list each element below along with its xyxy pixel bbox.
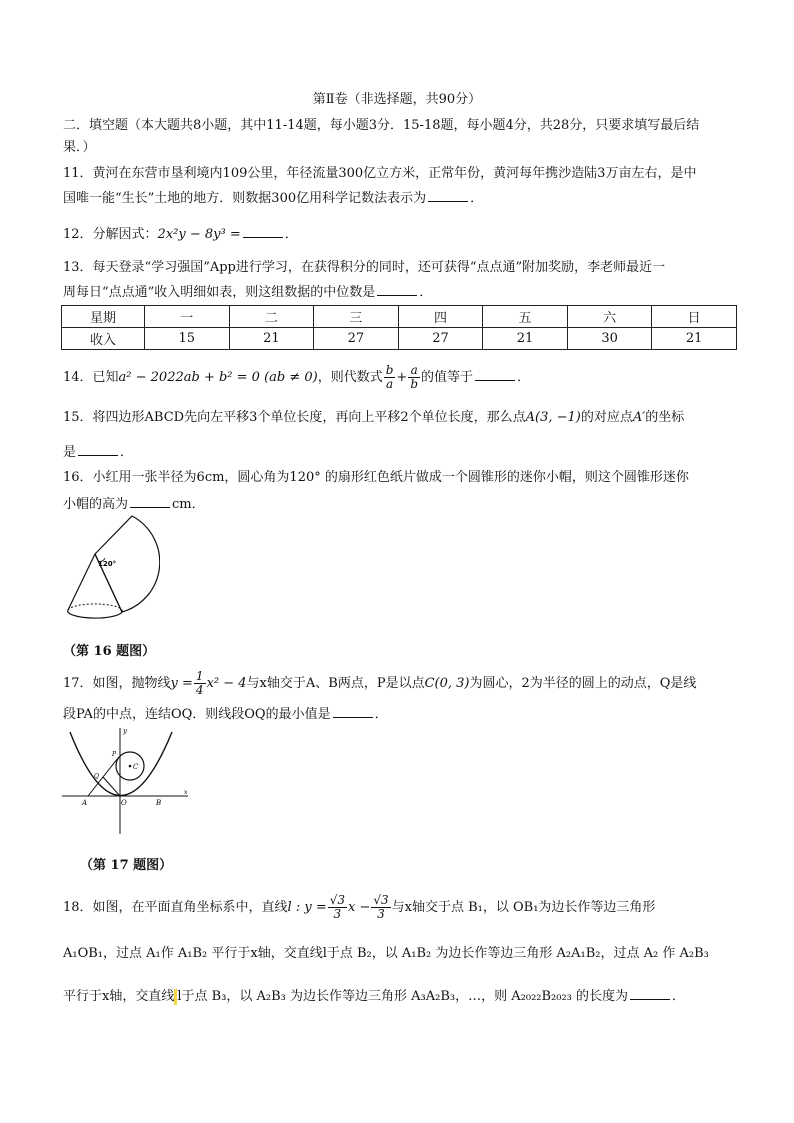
q17-caption: （第 17 题图） bbox=[80, 858, 173, 873]
table-cell: 四 bbox=[398, 306, 483, 328]
q18-line3 bbox=[63, 986, 685, 1007]
q15-line2 bbox=[63, 442, 133, 463]
q14-frac1-numerator: b bbox=[385, 363, 394, 377]
q14-mid: ，则代数式 bbox=[317, 370, 383, 385]
q13-text: 周每日“点点通”收入明细如表，则这组数据的中位数是 bbox=[63, 285, 376, 300]
q16-answer-blank[interactable] bbox=[130, 494, 170, 508]
q17-label-q: Q bbox=[94, 773, 99, 780]
q18-line2: A₁OB₁，过点 A₁作 A₁B₂ 平行于x轴，交直线l于点 B₂，以 A₁B₂ 为边长作等边三角形 A₂A₁B₂，过点 A₂ 作 A₂B₃ bbox=[63, 946, 709, 961]
q14-frac2-denominator: b bbox=[410, 377, 419, 391]
q17-parabola-figure bbox=[60, 724, 194, 836]
part2-header-line2: 果．） bbox=[63, 140, 96, 155]
q12-prefix: 12．分解因式： bbox=[63, 227, 158, 242]
table-cell: 三 bbox=[314, 306, 399, 328]
q12-line bbox=[63, 224, 298, 245]
q11-text: 国唯一能“生长”土地的地方．则数据300亿用科学记数法表示为 bbox=[63, 191, 427, 206]
q17-answer-blank[interactable] bbox=[333, 704, 373, 718]
q17-label-a: A bbox=[82, 799, 88, 807]
q17-text-2: 段PA的中点，连结OQ．则线段OQ的最小值是 bbox=[63, 707, 331, 722]
table-cell: 21 bbox=[652, 328, 737, 350]
q14-fraction-2 bbox=[408, 364, 420, 391]
q17-frac-numerator: 1 bbox=[195, 669, 204, 683]
q17-center-point bbox=[129, 765, 132, 768]
table-cell: 二 bbox=[229, 306, 314, 328]
q18-answer-blank[interactable] bbox=[630, 986, 670, 1000]
table-cell: 30 bbox=[567, 328, 652, 350]
q18-text-3a: 平行于x轴，交直线 bbox=[63, 989, 175, 1004]
table-cell: 日 bbox=[652, 306, 737, 328]
q13-line2 bbox=[63, 282, 432, 303]
q18-frac2-denominator: 3 bbox=[377, 907, 385, 921]
q18-text-a: 18．如图，在平面直角坐标系中，直线 bbox=[63, 900, 288, 915]
q18-text-b: 与x轴交于点 B₁，以 OB₁为边长作等边三角形 bbox=[391, 900, 656, 915]
q17-fraction bbox=[194, 670, 206, 697]
q17-tail: 为圆心，2为半径的圆上的动点，Q是线 bbox=[469, 676, 697, 691]
q18-text-3b: l于点 B₃，以 A₂B₃ 为边长作等边三角形 A₃A₂B₃，…，则 A₂₀₂₂B₂₀₂₃ 的长度为 bbox=[177, 989, 629, 1004]
q15-point2: A′ bbox=[632, 410, 646, 425]
q14-frac2-numerator: a bbox=[408, 364, 420, 378]
q16-cone-left-edge bbox=[68, 554, 95, 610]
q14-plus: + bbox=[396, 370, 408, 385]
q15-point: A(3, −1) bbox=[525, 410, 581, 425]
q14-expression: a² − 2022ab + b² = 0 (ab ≠ 0) bbox=[118, 370, 318, 385]
section-title: 第Ⅱ卷（非选择题，共90分） bbox=[312, 92, 482, 107]
q17-y-eq: y = bbox=[170, 676, 193, 691]
table-cell: 六 bbox=[567, 306, 652, 328]
q15-text-c: 的坐标 bbox=[645, 410, 685, 425]
q12-expression: 2x²y − 8y³ = bbox=[157, 227, 241, 242]
q12-end: ． bbox=[284, 227, 298, 242]
table-row-header: 收入 bbox=[62, 328, 145, 350]
table-cell: 21 bbox=[483, 328, 568, 350]
q16-caption: （第 16 题图） bbox=[63, 644, 156, 659]
table-cell: 15 bbox=[145, 328, 230, 350]
q16-cone-base-back bbox=[68, 604, 122, 612]
q16-sector-cone-figure bbox=[60, 514, 160, 626]
q15-answer-blank[interactable] bbox=[78, 442, 118, 456]
q14-answer-blank[interactable] bbox=[475, 367, 515, 381]
q14-line bbox=[63, 364, 530, 391]
q17-label-y: y bbox=[123, 727, 127, 735]
q16-text: 小帽的高为 bbox=[63, 497, 129, 512]
q18-end: ． bbox=[672, 989, 686, 1004]
table-row bbox=[62, 306, 737, 328]
q13-line1: 13．每天登录“学习强国”App进行学习，在获得积分的同时，还可获得“点点通”附加奖励，李老师最近一 bbox=[63, 260, 666, 275]
q17-parabola bbox=[70, 732, 172, 796]
q15-text-2: 是 bbox=[63, 445, 77, 460]
q11-answer-blank[interactable] bbox=[428, 188, 468, 202]
table-row bbox=[62, 328, 737, 350]
q17-label-x: x bbox=[184, 789, 188, 796]
table-cell: 五 bbox=[483, 306, 568, 328]
q17-label-o: O bbox=[121, 799, 127, 807]
q16-line2 bbox=[63, 494, 205, 515]
q16-angle-label: 120° bbox=[98, 560, 117, 568]
q13-end: ． bbox=[419, 285, 433, 300]
q17-point: C(0, 3) bbox=[424, 676, 470, 691]
q17-expr-tail: x² − 4 bbox=[206, 676, 247, 691]
q15-end: ． bbox=[120, 445, 134, 460]
table-cell: 21 bbox=[229, 328, 314, 350]
q17-end: ． bbox=[374, 707, 388, 722]
q18-line-eq: l : y = bbox=[287, 900, 327, 915]
q17-prefix: 17．如图，抛物线 bbox=[63, 676, 171, 691]
q14-prefix: 14．已知 bbox=[63, 370, 119, 385]
q16-cone-base-front bbox=[68, 610, 122, 618]
q14-suffix: 的值等于 bbox=[421, 370, 474, 385]
q17-frac-denominator: 4 bbox=[195, 683, 204, 697]
q16-line1: 16．小红用一张半径为6cm，圆心角为120° 的扇形红色纸片做成一个圆锥形的迷你小帽，则这个圆锥形迷你 bbox=[63, 470, 689, 485]
table-cell: 27 bbox=[314, 328, 399, 350]
part2-header-line1: 二．填空题（本大题共8小题，其中11-14题，每小题3分．15-18题，每小题4分，共28分，只要求填写最后结 bbox=[63, 118, 700, 133]
q18-line1 bbox=[63, 894, 655, 921]
q17-line2 bbox=[63, 704, 388, 725]
q18-frac1-numerator: √3 bbox=[329, 893, 345, 907]
q14-end: ． bbox=[517, 370, 531, 385]
q13-income-table bbox=[61, 305, 737, 350]
q14-frac1-denominator: a bbox=[386, 377, 394, 391]
table-cell: 27 bbox=[398, 328, 483, 350]
q17-line1 bbox=[63, 670, 696, 697]
q18-frac2-numerator: √3 bbox=[373, 893, 389, 907]
q18-fraction-1 bbox=[328, 894, 347, 921]
q17-label-c: C bbox=[133, 763, 139, 771]
q15-text-b: 的对应点 bbox=[580, 410, 633, 425]
q17-mid: 与x轴交于A、B两点，P是以点 bbox=[246, 676, 425, 691]
q18-x-minus: x − bbox=[348, 900, 371, 915]
table-row-header: 星期 bbox=[62, 306, 145, 328]
q17-label-b: B bbox=[156, 799, 162, 807]
q13-answer-blank[interactable] bbox=[377, 282, 417, 296]
q11-line1: 11．黄河在东营市垦利境内109公里，年径流量300亿立方米，正常年份，黄河每年携沙造陆3万亩左右，是中 bbox=[63, 166, 697, 181]
q12-answer-blank[interactable] bbox=[243, 224, 283, 238]
q11-end: ． bbox=[470, 191, 484, 206]
q14-fraction-1 bbox=[384, 364, 396, 391]
q16-end: cm． bbox=[172, 497, 205, 512]
q18-frac1-denominator: 3 bbox=[333, 907, 342, 921]
q15-text-a: 15．将四边形ABCD先向左平移3个单位长度，再向上平移2个单位长度，那么点 bbox=[63, 410, 526, 425]
q17-label-p: P bbox=[112, 751, 117, 758]
q15-line1 bbox=[63, 408, 684, 428]
q11-line2 bbox=[63, 188, 483, 209]
q18-fraction-2 bbox=[371, 894, 390, 921]
table-cell: 一 bbox=[145, 306, 230, 328]
